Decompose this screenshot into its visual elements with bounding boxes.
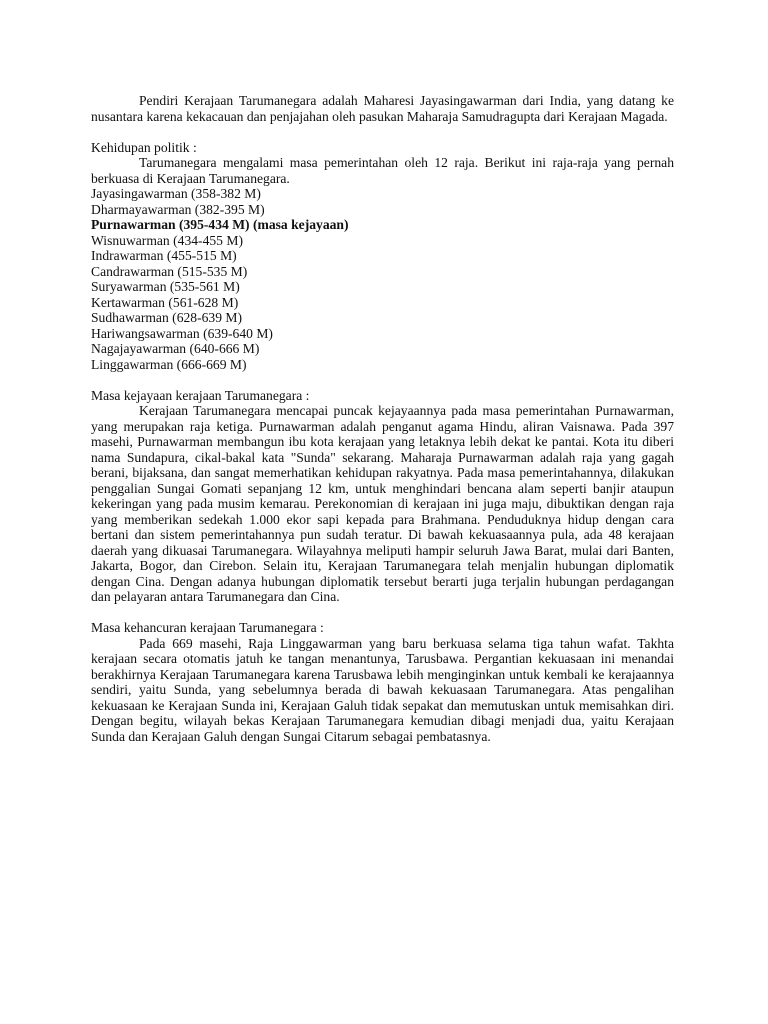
list-item: Indrawarman (455-515 M)	[91, 248, 237, 263]
list-item: Suryawarman (535-561 M)	[91, 279, 240, 294]
collapse-heading: Masa kehancuran kerajaan Tarumanegara :	[91, 620, 324, 635]
list-item: Kertawarman (561-628 M)	[91, 294, 239, 310]
golden-age-paragraph: Kerajaan Tarumanegara mencapai puncak kejayaannya pada masa pemerintahan Purnawarman, yang merupakan raja ketiga. Purnawarman adalah penganut agama Hindu, aliran Vaisnawa. Pada 397 masehi, Purnawarman membangun ibu kota kerajaan yang letaknya lebih dekat ke pantai. Kota itu diberi nama Sundapura, cikal-bakal kata "Sunda" sekarang. Maharaja Purnawarman adalah raja yang gagah berani, bijaksana, dan sangat memerhatikan kehidupan rakyatnya. Pada masa pemerintahannya, dilakukan penggalian Sungai Gomati sepanjang 12 km, untuk menghindari bencana alam seperti banjir ataupun kekeringan yang pada musim kemarau. Perekonomian di kerajaan ini juga maju, dibuktikan dengan raja yang memberikan sedekah 1.000 ekor sapi kepada para Brahmana. Penduduknya hidup dengan cara bertani dan sistem pemerintahannya pun sudah teratur. Di bawah kekuasaannya pula, ada 48 kerajaan daerah yang dikuasai Tarumanegara. Wilayahnya meliputi hampir seluruh Jawa Barat, mulai dari Banten, Jakarta, Bogor, dan Cirebon. Selain itu, Kerajaan Tarumanegara telah menjalin hubungan diplomatik dengan Cina. Dengan adanya hubungan diplomatik tersebut berarti juga terjalin hubungan perdagangan dan pelayaran antara Tarumanegara dan Cina.	[91, 403, 674, 604]
list-item: Jayasingawarman (358-382 M)	[91, 186, 261, 201]
intro-paragraph: Pendiri Kerajaan Tarumanegara adalah Maharesi Jayasingawarman dari India, yang datang ke nusantara karena kekacauan dan penjajahan oleh pasukan Maharaja Samudragupta dari Kerajaan Magada.	[91, 93, 674, 124]
spacer	[91, 124, 674, 140]
politics-paragraph: Tarumanegara mengalami masa pemerintahan oleh 12 raja. Berikut ini raja-raja yang pernah berkuasa di Kerajaan Tarumanegara.	[91, 155, 674, 186]
list-item: Hariwangsawarman (639-640 M)	[91, 325, 273, 341]
collapse-paragraph: Pada 669 masehi, Raja Linggawarman yang baru berkuasa selama tiga tahun wafat. Takhta kerajaan secara otomatis jatuh ke tangan menantunya, Tarusbawa. Pergantian kekuasaan ini menandai berakhirnya Kerajaan Tarumanegara karena Tarusbawa lebih menginginkan untuk kembali ke kerajaannya sendiri, yaitu Sunda, yang sebelumnya berada di bawah kekuasaan Tarumanegara. Atas pengalihan kekuasaan ke Kerajaan Sunda ini, Kerajaan Galuh tidak sepakat dan memutuskan untuk memisahkan diri. Dengan begitu, wilayah bekas Kerajaan Tarumanegara kemudian dibagi menjadi dua, yaitu Kerajaan Sunda dan Kerajaan Galuh dengan Sungai Citarum sebagai pembatasnya.	[91, 635, 674, 744]
politics-heading: Kehidupan politik :	[91, 139, 197, 155]
spacer	[91, 605, 674, 621]
kings-list	[91, 186, 674, 372]
list-item-highlighted: Purnawarman (395-434 M) (masa kejayaan)	[91, 217, 349, 232]
list-item: Dharmayawarman (382-395 M)	[91, 201, 265, 217]
list-item: Linggawarman (666-669 M)	[91, 356, 247, 372]
document-page	[91, 93, 674, 744]
golden-age-heading: Masa kejayaan kerajaan Tarumanegara :	[91, 387, 310, 403]
list-item: Candrawarman (515-535 M)	[91, 263, 248, 279]
list-item: Wisnuwarman (434-455 M)	[91, 232, 243, 248]
list-item: Nagajayawarman (640-666 M)	[91, 341, 260, 356]
list-item: Sudhawarman (628-639 M)	[91, 310, 243, 325]
spacer	[91, 372, 674, 388]
